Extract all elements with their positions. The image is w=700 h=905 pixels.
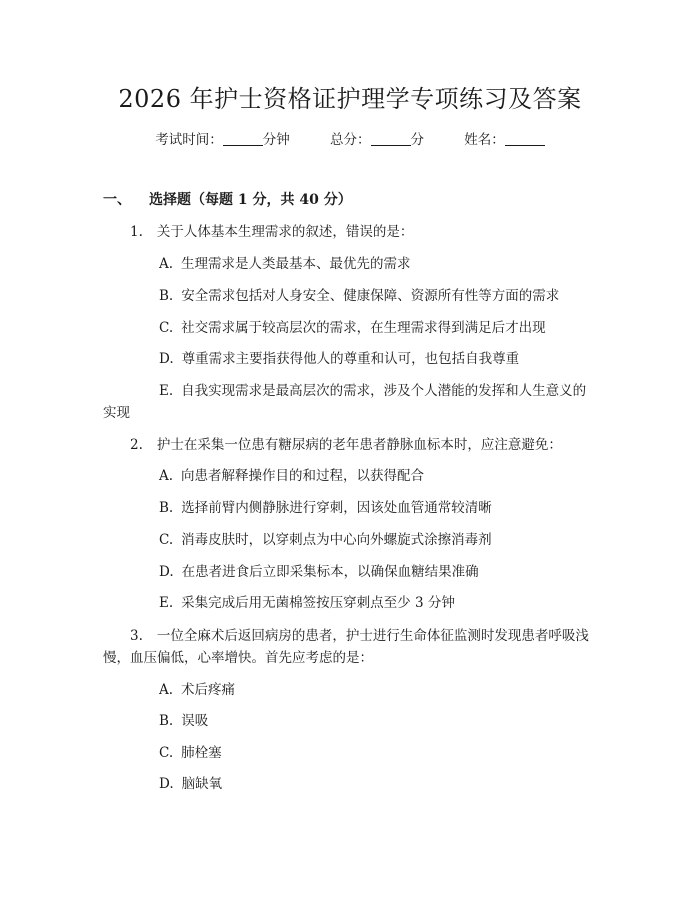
answer-option xyxy=(159,710,208,732)
option-label: D. xyxy=(159,564,174,580)
question-number: 1. xyxy=(130,224,143,240)
question-text: 护士在采集一位患有糖尿病的老年患者静脉血标本时，应注意避免： xyxy=(156,437,562,453)
name-blank xyxy=(505,131,545,146)
option-text-continuation: 实现 xyxy=(103,405,130,421)
option-label: B. xyxy=(159,500,174,516)
total-score-label: 总分： xyxy=(330,132,371,148)
option-text: 误吸 xyxy=(181,713,209,729)
option-text: 消毒皮肤时，以穿刺点为中心向外螺旋式涂擦消毒剂 xyxy=(181,532,492,548)
question-stem xyxy=(130,625,589,647)
option-text: 尊重需求主要指获得他人的尊重和认可，也包括自我尊重 xyxy=(181,351,520,367)
answer-option xyxy=(159,285,559,307)
section-number: 一、 xyxy=(103,192,131,208)
document-title: 2026 年护士资格证护理学专项练习及答案 xyxy=(118,85,582,113)
option-text: 安全需求包括对人身安全、健康保障、资源所有性等方面的需求 xyxy=(181,288,560,304)
option-text: 肺栓塞 xyxy=(181,745,222,761)
option-text: 向患者解释操作目的和过程，以获得配合 xyxy=(181,468,425,484)
answer-option xyxy=(159,561,479,583)
answer-option xyxy=(159,317,546,339)
question-stem xyxy=(130,434,562,456)
option-label: A. xyxy=(159,682,174,698)
option-label: D. xyxy=(159,351,174,367)
option-label: B. xyxy=(159,713,174,729)
answer-option xyxy=(159,592,455,614)
answer-option xyxy=(159,465,424,487)
option-label: D. xyxy=(159,776,174,792)
question-text: 一位全麻术后返回病房的患者，护士进行生命体征监测时发现患者呼吸浅 xyxy=(156,628,589,644)
option-label: C. xyxy=(159,320,174,336)
option-text: 术后疼痛 xyxy=(181,682,236,698)
exam-info-line xyxy=(0,129,700,151)
exam-time-field xyxy=(155,132,290,148)
exam-time-label: 考试时间： xyxy=(155,132,223,148)
option-label: E. xyxy=(159,595,174,611)
answer-option xyxy=(159,253,411,275)
exam-time-blank xyxy=(223,131,263,146)
answer-option xyxy=(159,497,492,519)
answer-option xyxy=(159,348,519,370)
name-field xyxy=(464,132,545,148)
exam-time-unit: 分钟 xyxy=(262,132,290,148)
answer-option xyxy=(159,742,222,764)
option-text: 采集完成后用无菌棉签按压穿刺点至少 3 分钟 xyxy=(181,595,455,611)
option-text: 社交需求属于较高层次的需求，在生理需求得到满足后才出现 xyxy=(181,320,546,336)
question-number: 3. xyxy=(130,628,143,644)
question-text: 关于人体基本生理需求的叙述，错误的是： xyxy=(156,224,414,240)
question-number: 2. xyxy=(130,437,143,453)
option-text: 生理需求是人类最基本、最优先的需求 xyxy=(181,256,411,272)
option-text: 脑缺氧 xyxy=(181,776,223,792)
answer-option xyxy=(159,380,586,402)
answer-option xyxy=(159,679,235,701)
option-text: 在患者进食后立即采集标本，以确保血糖结果准确 xyxy=(181,564,479,580)
option-label: C. xyxy=(159,532,174,548)
option-label: C. xyxy=(159,745,174,761)
section-heading xyxy=(103,188,352,212)
option-label: A. xyxy=(159,468,174,484)
option-label: E. xyxy=(159,383,174,399)
total-score-blank xyxy=(371,131,411,146)
question-stem xyxy=(130,221,413,243)
name-label: 姓名： xyxy=(464,132,505,148)
total-score-field xyxy=(330,132,424,148)
option-text: 自我实现需求是最高层次的需求，涉及个人潜能的发挥和人生意义的 xyxy=(181,383,587,399)
answer-option xyxy=(159,773,222,795)
option-label: B. xyxy=(159,288,174,304)
option-label: A. xyxy=(159,256,174,272)
question-text-continuation: 慢，血压偏低，心率增快。首先应考虑的是： xyxy=(103,650,373,666)
answer-option xyxy=(159,529,492,551)
option-text: 选择前臂内侧静脉进行穿刺，因该处血管通常较清晰 xyxy=(181,500,492,516)
total-score-unit: 分 xyxy=(410,132,424,148)
section-title: 选择题（每题 1 分，共 40 分） xyxy=(149,192,352,208)
